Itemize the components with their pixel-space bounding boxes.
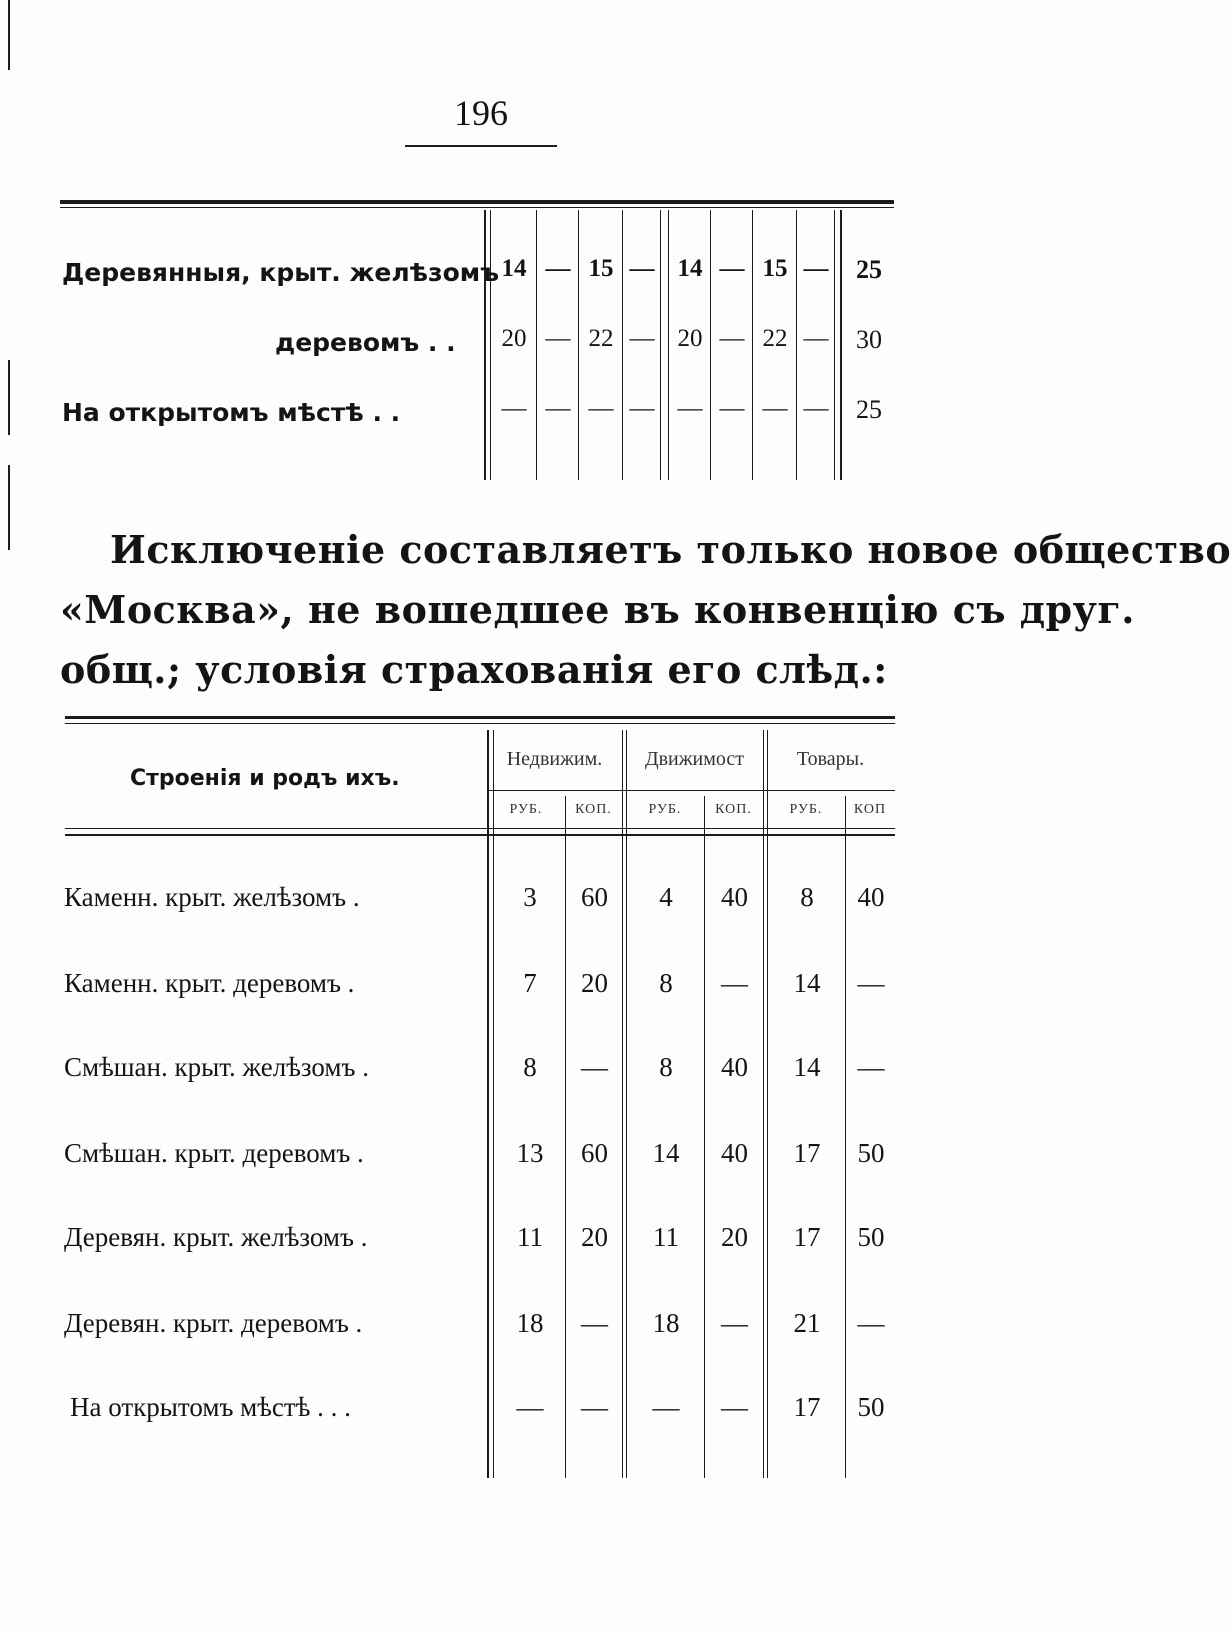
- table1-cell: 25: [856, 395, 882, 424]
- table2-column-rule: [565, 796, 566, 1478]
- table2-cell: 4: [659, 882, 673, 912]
- group-header-goods: Товары.: [796, 748, 865, 770]
- subheader-kop: КОП: [853, 802, 887, 817]
- table2-cell: 17: [793, 1138, 821, 1168]
- table1-column-rule: [710, 210, 711, 480]
- table1-column-rule: [752, 210, 753, 480]
- table2-cell: —: [857, 1308, 885, 1338]
- scan-edge-mark: [8, 0, 10, 70]
- table2-cell: 18: [516, 1308, 544, 1338]
- table2-row-label: Каменн. крыт. желѣзомъ .: [64, 882, 360, 912]
- table1-cell: 30: [856, 325, 882, 354]
- table2-cell: 20: [581, 1222, 608, 1252]
- table2-cell: 8: [800, 882, 814, 912]
- table2-cell: 7: [523, 968, 537, 998]
- table2-column-rule: [487, 730, 489, 1478]
- table1-cell: —: [803, 255, 829, 282]
- table1-column-rule: [668, 210, 669, 480]
- table2-cell: 40: [857, 882, 885, 912]
- table1-cell: —: [719, 325, 745, 352]
- table1-row-label: деревомъ . .: [275, 328, 456, 357]
- table2-cell: —: [857, 1052, 885, 1082]
- table2-cell: 40: [721, 1052, 748, 1082]
- table1-column-rule: [536, 210, 537, 480]
- table1-row-label: Деревянныя, крыт. желѣзомъ: [62, 258, 499, 287]
- table2-column-rule: [626, 730, 627, 1478]
- table1-cell: —: [677, 395, 703, 422]
- table2-row-label: Деревян. крыт. деревомъ .: [64, 1308, 363, 1338]
- group-header-movable: Движимост: [644, 748, 745, 770]
- paragraph-line: Исключеніе составляетъ только новое общество: [110, 527, 1231, 572]
- group-header-rule: [487, 790, 895, 791]
- table1-cell: 22: [588, 325, 614, 352]
- table2-cell: 11: [653, 1222, 679, 1252]
- table2-column-rule: [763, 730, 764, 1478]
- table2-cell: —: [581, 1308, 608, 1338]
- table2-column-rule: [767, 730, 768, 1478]
- table2-stub-header: Строенія и родъ ихъ.: [130, 766, 400, 791]
- table2-cell: —: [581, 1052, 608, 1082]
- table2-column-rule: [704, 796, 705, 1478]
- table1-column-rule: [490, 210, 491, 480]
- table1-column-rule: [834, 210, 835, 480]
- table2-cell: —: [652, 1392, 680, 1422]
- table2-cell: 8: [523, 1052, 537, 1082]
- table2-cell: 50: [857, 1222, 885, 1252]
- table2-cell: 60: [581, 882, 608, 912]
- table2-cell: 14: [793, 1052, 821, 1082]
- table1-cell: —: [545, 325, 571, 352]
- table2-cell: 50: [857, 1138, 885, 1168]
- table1-cell: 20: [677, 325, 703, 352]
- table1-cell: 20: [501, 325, 527, 352]
- table2-cell: —: [721, 968, 748, 998]
- table1-cell: —: [803, 325, 829, 352]
- table2-cell: 40: [721, 1138, 748, 1168]
- table2-row-label: На открытомъ мѣстѣ . . .: [70, 1392, 351, 1422]
- table1-cell: —: [501, 395, 527, 422]
- scan-edge-mark: [8, 465, 10, 550]
- table2-header-rule: [65, 834, 895, 836]
- table1-cell: —: [545, 395, 571, 422]
- table2-row-label: Смѣшан. крыт. желѣзомъ .: [64, 1052, 369, 1082]
- table1-cell: —: [629, 325, 655, 352]
- subheader-rub: РУБ.: [509, 802, 543, 817]
- table1-column-rule: [622, 210, 623, 480]
- table1-cell: 15: [762, 255, 788, 282]
- table2-column-rule: [622, 730, 623, 1478]
- intro-paragraph: [60, 520, 1231, 700]
- table1-cell: —: [803, 395, 829, 422]
- table1-cell: 14: [677, 255, 703, 282]
- paragraph-line: «Москва», не вошедшее въ конвенцію съ друг.: [60, 587, 1135, 632]
- table2-cell: 21: [793, 1308, 821, 1338]
- table1-column-rule: [578, 210, 579, 480]
- group-header-immovable: Недвижим.: [506, 748, 603, 770]
- subheader-rub: РУБ.: [789, 802, 823, 817]
- table2-cell: 3: [523, 882, 537, 912]
- scan-edge-mark: [8, 360, 10, 435]
- table2-column-rule: [493, 730, 494, 1478]
- table2-cell: —: [721, 1308, 748, 1338]
- subheader-kop: КОП.: [715, 802, 752, 817]
- table2-cell: 18: [652, 1308, 680, 1338]
- table1-cell: —: [588, 395, 614, 422]
- table1-column-rule: [796, 210, 797, 480]
- table2-column-rule: [845, 796, 846, 1478]
- table2-cell: 20: [721, 1222, 748, 1252]
- table2-row-label: Смѣшан. крыт. деревомъ .: [64, 1138, 364, 1168]
- table1-column-rule: [484, 210, 486, 480]
- table1-cell: 14: [501, 255, 527, 282]
- page-number-rule: [405, 145, 557, 147]
- table2-top-rule: [65, 723, 895, 724]
- table2-cell: 14: [793, 968, 821, 998]
- table1-cell: 22: [762, 325, 788, 352]
- table2-cell: 8: [659, 968, 673, 998]
- paragraph-line: общ.; условія страхованія его слѣд.:: [60, 647, 888, 692]
- table1-top-rule: [60, 207, 894, 208]
- subheader-kop: КОП.: [575, 802, 612, 817]
- table2-cell: 11: [517, 1222, 543, 1252]
- table2-row-label: Каменн. крыт. деревомъ .: [64, 968, 355, 998]
- table2-row-label: Деревян. крыт. желѣзомъ .: [64, 1222, 368, 1252]
- table2-cell: —: [721, 1392, 748, 1422]
- subheader-rub: РУБ.: [648, 802, 682, 817]
- table1-cell: —: [629, 395, 655, 422]
- table2-cell: 17: [793, 1392, 821, 1422]
- table2-cell: 8: [659, 1052, 673, 1082]
- table1-cell: —: [545, 255, 571, 282]
- table2-cell: 40: [721, 882, 748, 912]
- table2-header-rule: [65, 828, 895, 829]
- table2-top-rule: [65, 716, 895, 719]
- table1-cell: —: [629, 255, 655, 282]
- table2-cell: —: [516, 1392, 544, 1422]
- page-number: 196: [454, 93, 508, 133]
- table2-cell: —: [581, 1392, 608, 1422]
- table2-cell: 50: [857, 1392, 885, 1422]
- table1-cell: —: [719, 255, 745, 282]
- table2-cell: 17: [793, 1222, 821, 1252]
- table1-row-label: На открытомъ мѣстѣ . .: [62, 398, 401, 427]
- table1-cell: —: [762, 395, 788, 422]
- table2-cell: 14: [652, 1138, 680, 1168]
- table1-cell: 15: [588, 255, 614, 282]
- table1-column-rule: [660, 210, 661, 480]
- table1-cell: 25: [856, 255, 882, 284]
- table2-cell: —: [857, 968, 885, 998]
- table2-cell: 60: [581, 1138, 608, 1168]
- table1-cell: —: [719, 395, 745, 422]
- table2-cell: 13: [516, 1138, 544, 1168]
- table1-top-rule: [60, 200, 894, 204]
- table2-cell: 20: [581, 968, 608, 998]
